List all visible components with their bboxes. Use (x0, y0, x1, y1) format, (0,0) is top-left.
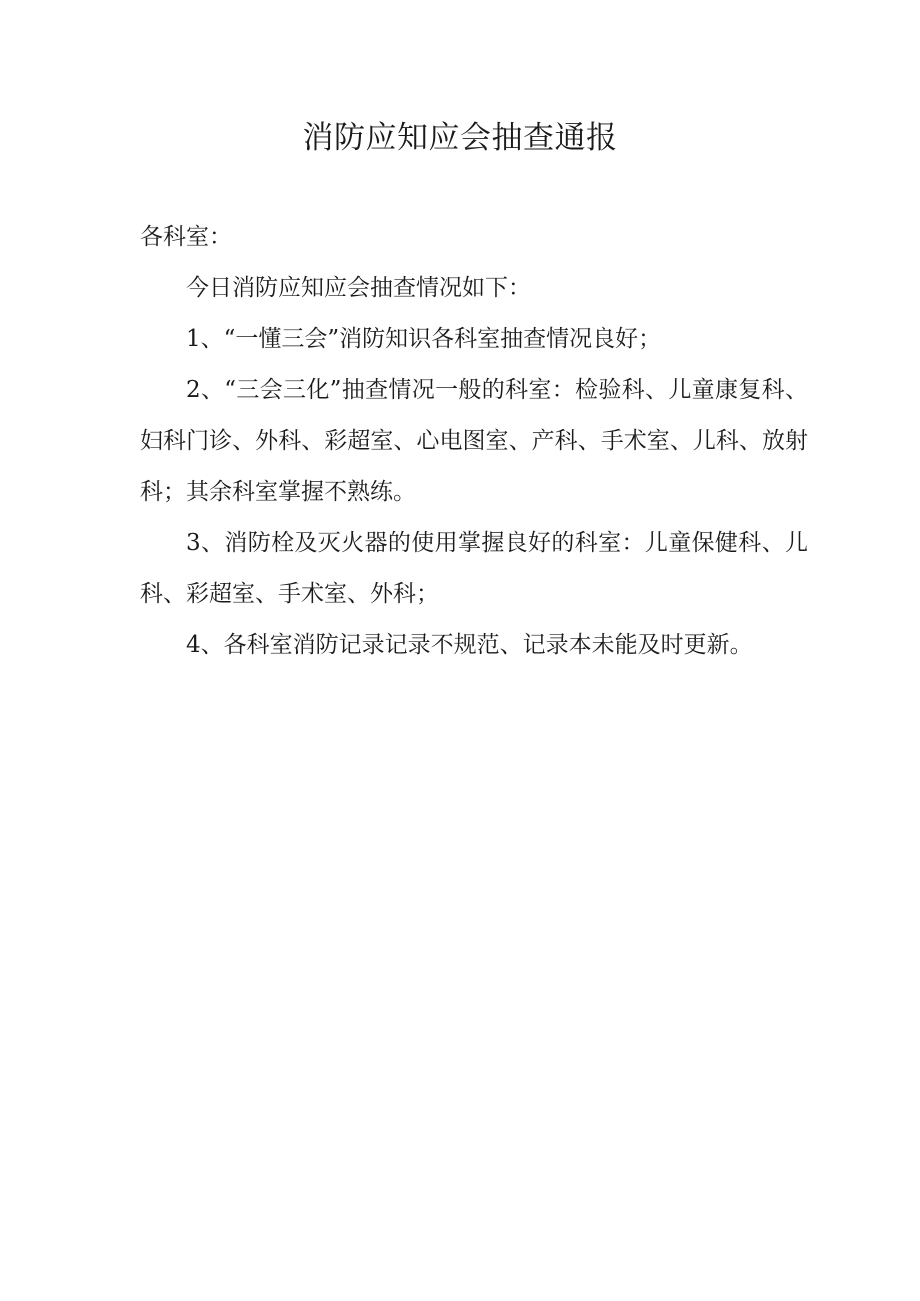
paragraph-item-3: 3、消防栓及灭火器的使用掌握良好的科室：儿童保健科、儿科、彩超室、手术室、外科； (140, 530, 808, 607)
paragraph-item-1: 1、“一懂三会”消防知识各科室抽查情况良好； (186, 326, 662, 352)
document-body (140, 212, 808, 671)
document-title: 消防应知应会抽查通报 (302, 120, 618, 156)
paragraph-intro: 今日消防应知应会抽查情况如下： (186, 275, 531, 301)
salutation: 各科室： (140, 224, 232, 250)
paragraph-item-2: 2、“三会三化”抽查情况一般的科室：检验科、儿童康复科、妇科门诊、外科、彩超室、心电图室、产科、手术室、儿科、放射科；其余科室掌握不熟练。 (140, 377, 808, 505)
paragraph-item-4: 4、各科室消防记录记录不规范、记录本未能及时更新。 (186, 632, 753, 658)
